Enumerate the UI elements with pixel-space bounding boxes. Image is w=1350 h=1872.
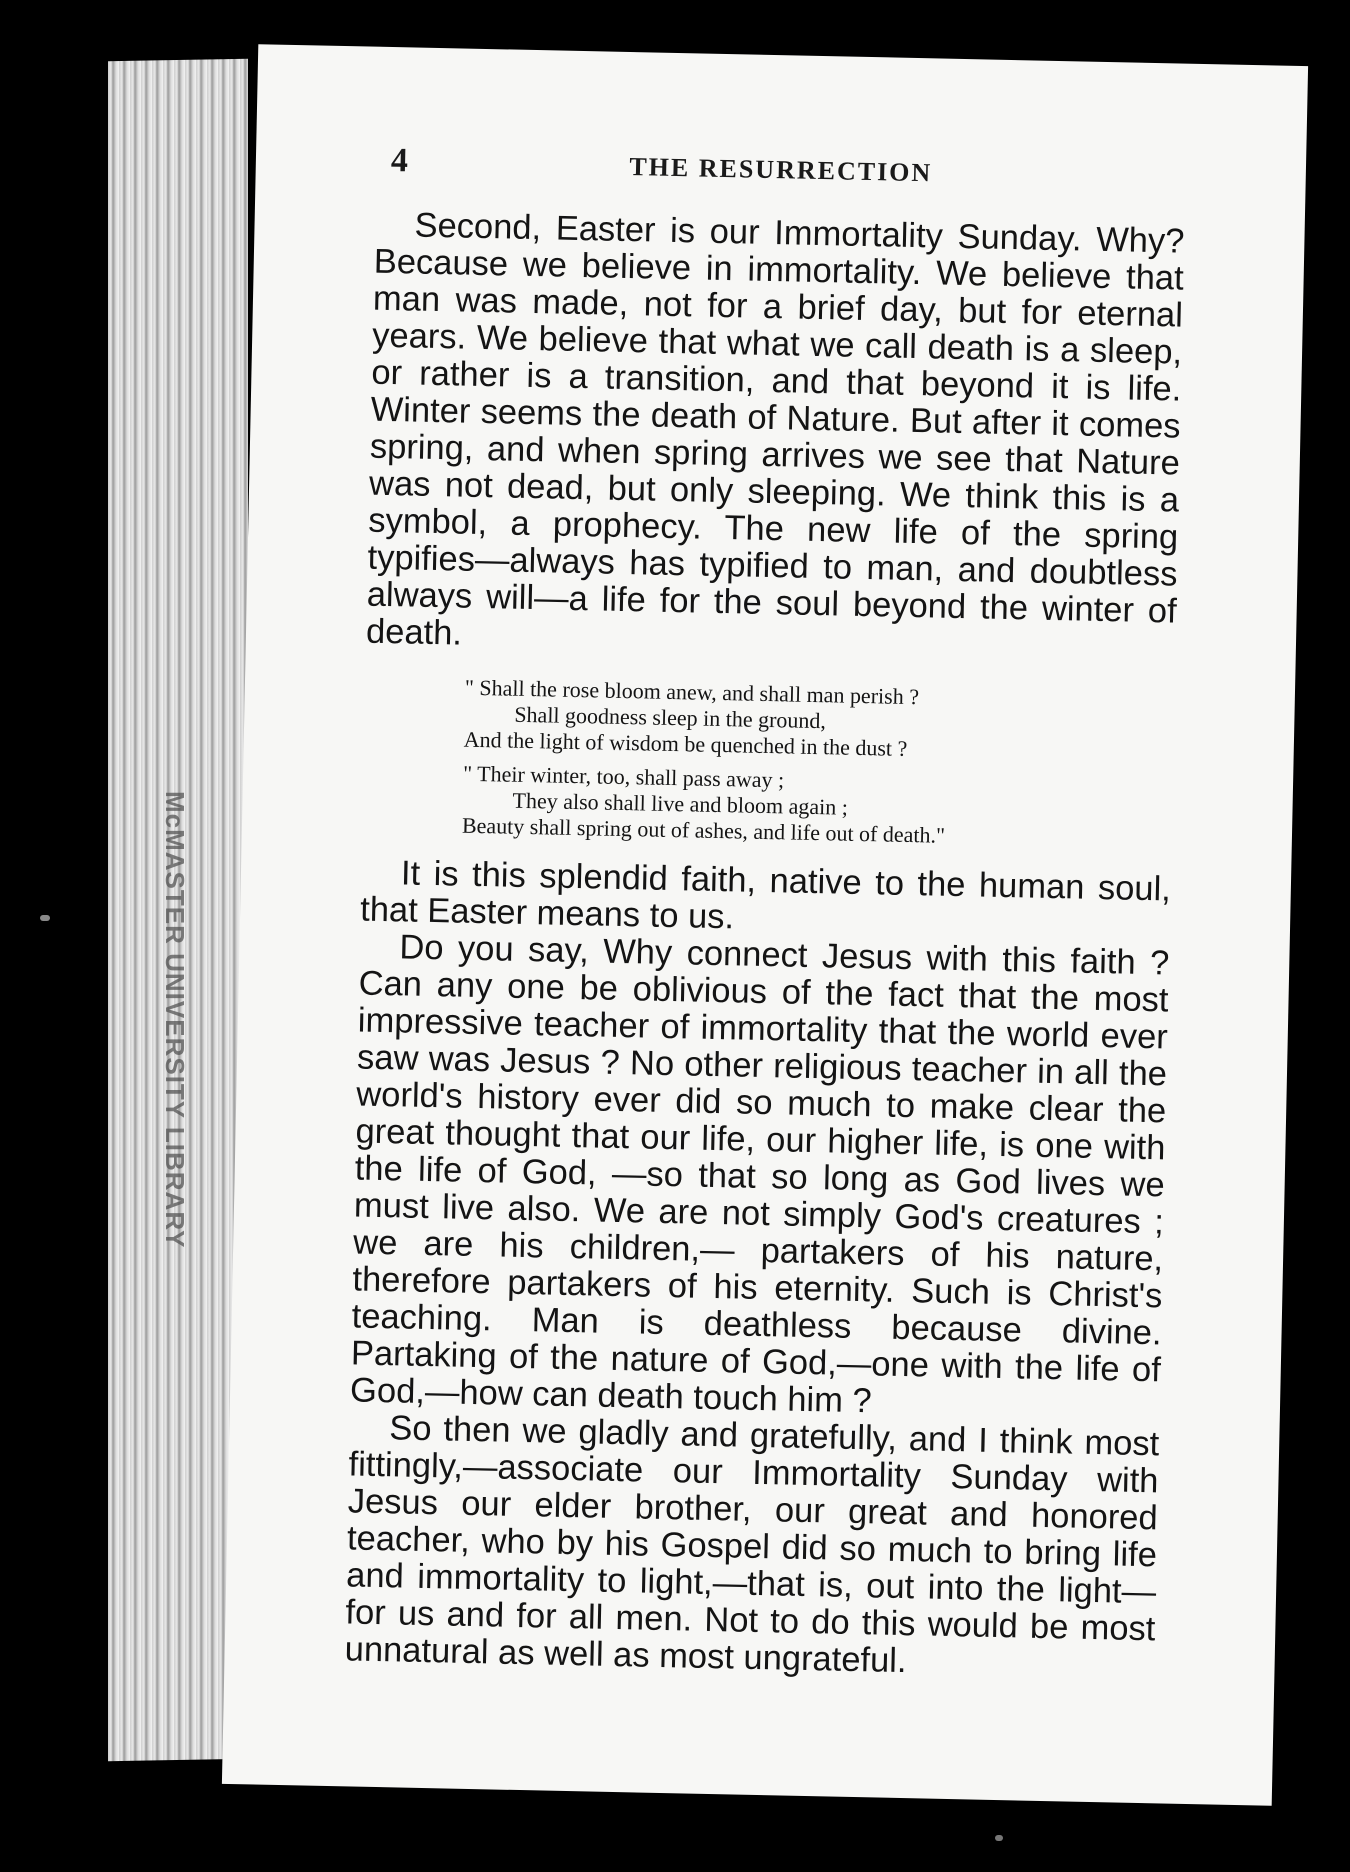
poem-stanza bbox=[464, 675, 1175, 768]
running-head: THE RESURRECTION bbox=[629, 151, 933, 188]
paragraph: It is this splendid faith, native to the human soul, that Easter means to us. bbox=[359, 854, 1172, 937]
book-page bbox=[222, 44, 1308, 1806]
poem-line: They also shall live and bloom again ; bbox=[512, 787, 849, 820]
poem-quotation bbox=[462, 675, 1175, 854]
library-stamp: McMASTER UNIVERSITY LIBRARY bbox=[160, 791, 190, 1249]
poem-line: And the light of wisdom be quenched in the dust ? bbox=[463, 726, 908, 761]
speck bbox=[995, 1835, 1003, 1841]
paragraph: Do you say, Why connect Jesus with this faith ? Can any one be oblivious of the fact that the most impressive teacher of immortality that the world ever saw was Jesus ? No other religious teacher in all the world's history ever did so much to make clear the great thought that our life, our higher life, is one with the life of God, —so that so long as God lives we must live also. We are not simply God's creatures ; we are his children,— partakers of his nature, therefore partakers of his eternity. Such is Christ's teaching. Man is deathless because divine. Partaking of the nature of God,—one with the life of God,—how can death touch him ? bbox=[349, 928, 1170, 1421]
poem-line: Beauty shall spring out of ashes, and life out of death." bbox=[461, 812, 946, 848]
poem-stanza bbox=[462, 761, 1173, 854]
paragraph: Second, Easter is our Immortality Sunday. Why? Because we believe in immortality. We believe that man was made, not for a brief day, but for eternal years. We believe that what we call death is a sleep, or rather is a transition, and that beyond it is life. Winter seems the death of Nature. But after it comes spring, and when spring arrives we see that Nature was not dead, but only sleeping. We think this is a symbol, a prophecy. The new life of the spring typifies—always has typified to man, and doubtless always will—a life for the soul beyond the winter of death. bbox=[365, 206, 1185, 653]
poem-line: " Their winter, too, shall pass away ; bbox=[462, 760, 785, 793]
page-number: 4 bbox=[390, 142, 409, 180]
poem-line: Shall goodness sleep in the ground, bbox=[514, 701, 827, 734]
page-body bbox=[344, 207, 1184, 1686]
poem-line: " Shall the rose bloom anew, and shall man perish ? bbox=[464, 674, 920, 710]
speck bbox=[40, 915, 50, 921]
paragraph: So then we gladly and gratefully, and I think most fittingly,—associate our Immortality Sunday with Jesus our elder brother, our great and honored teacher, who by his Gospel did so much to bring life and immortality to light,—that is, out into the light—for us and for all men. Not to do this would be most unnatural as well as most ungrateful. bbox=[344, 1409, 1160, 1681]
